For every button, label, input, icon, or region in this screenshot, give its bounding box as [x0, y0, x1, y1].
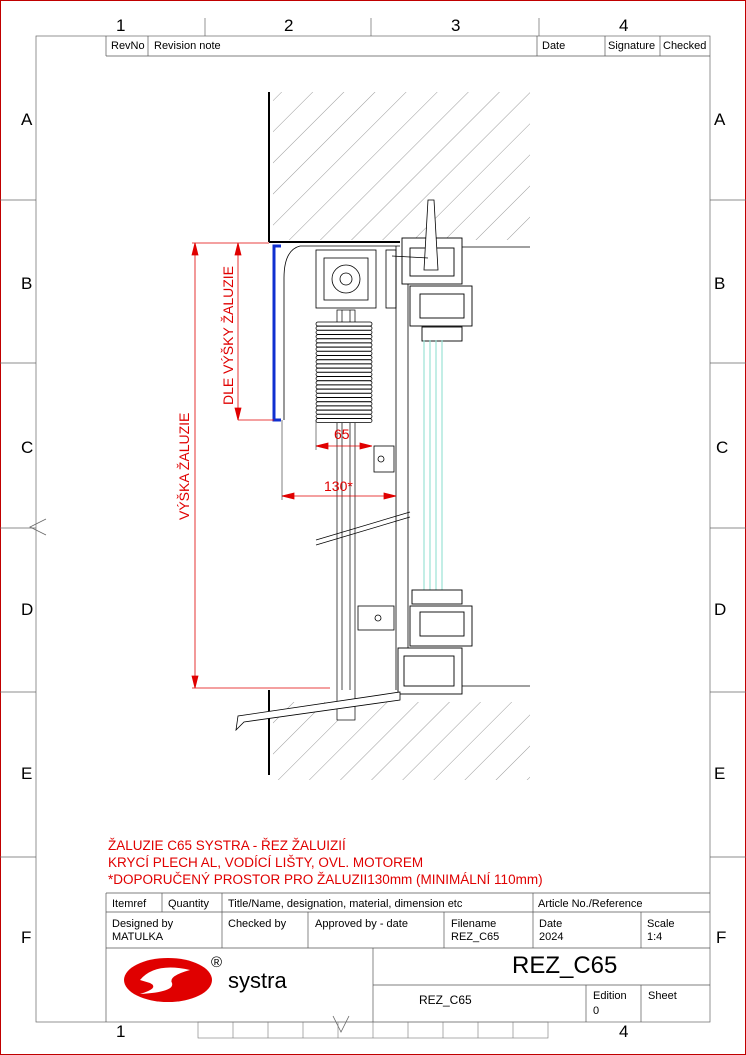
note-line-1: ŽALUZIE C65 SYSTRA - ŘEZ ŽALUIZIÍ	[108, 838, 346, 853]
tb-filename-label: Filename	[451, 918, 497, 930]
rev-signature: Signature	[608, 40, 656, 52]
zone-top-2: 2	[284, 16, 294, 35]
slat	[316, 343, 372, 347]
drawing-title: REZ_C65	[512, 952, 618, 979]
slat	[316, 335, 372, 339]
slat	[316, 410, 372, 414]
slat	[316, 351, 372, 355]
slat	[316, 339, 372, 343]
slat	[316, 402, 372, 406]
zone-right-d: D	[714, 600, 727, 619]
motor-bracket	[316, 250, 396, 308]
logo-registered: ®	[211, 954, 223, 971]
slat	[316, 398, 372, 402]
slat	[316, 414, 372, 418]
slat	[316, 347, 372, 351]
tb-itemref: Itemref	[112, 898, 147, 910]
logo-text: systra	[228, 968, 287, 993]
zone-left-a: A	[21, 110, 33, 129]
slat	[316, 368, 372, 372]
slat	[316, 389, 372, 393]
slat	[316, 377, 372, 381]
cover-sheet	[274, 246, 281, 420]
tb-designed-value: MATULKA	[112, 931, 164, 943]
tb-filename-value: REZ_C65	[451, 931, 500, 943]
tb-scale-value: 1:4	[647, 931, 663, 943]
zone-right-b: B	[714, 274, 726, 293]
bottom-scale	[198, 1022, 548, 1038]
zone-left-d: D	[21, 600, 34, 619]
tb-date-value: 2024	[539, 931, 564, 943]
wall-lower-hatch	[273, 702, 530, 780]
zone-left-c: C	[21, 438, 34, 457]
zone-bottom-1: 1	[116, 1022, 126, 1041]
rev-date: Date	[542, 40, 566, 52]
zone-top-1: 1	[116, 16, 126, 35]
slat	[316, 364, 372, 368]
tb-article-header: Article No./Reference	[538, 898, 643, 910]
slat	[316, 372, 372, 376]
center-marker-bottom	[333, 1016, 349, 1032]
window-profile-bottom	[398, 590, 472, 694]
zone-left-f: F	[21, 928, 32, 947]
rev-note: Revision note	[154, 40, 221, 52]
dim-label-65: 65	[334, 426, 350, 442]
slat	[316, 326, 372, 330]
slat	[316, 330, 372, 334]
drawing-subtitle: REZ_C65	[419, 993, 472, 1007]
slat	[316, 360, 372, 364]
slat	[316, 419, 372, 423]
slat	[316, 356, 372, 360]
note-line-2: KRYCÍ PLECH AL, VODÍCÍ LIŠTY, OVL. MOTOREM	[108, 855, 424, 870]
glass-pane	[424, 340, 442, 590]
zone-left-e: E	[21, 764, 33, 783]
dim-label-total-height: VÝŠKA ŽALUZIE	[176, 412, 192, 520]
title-block-grid	[106, 893, 710, 1022]
note-line-3: *DOPORUČENÝ PROSTOR PRO ŽALUZII130mm (MINIMÁLNÍ 110mm)	[108, 872, 543, 887]
tb-approved-label: Approved by - date	[315, 918, 408, 930]
tb-title-header: Title/Name, designation, material, dimension etc	[228, 898, 463, 910]
rev-revno: RevNo	[111, 40, 145, 52]
tb-edition-label: Edition	[593, 990, 627, 1002]
slat	[316, 406, 372, 410]
zone-right-c: C	[716, 438, 729, 457]
slat	[316, 393, 372, 397]
tb-quantity: Quantity	[168, 898, 209, 910]
dim-label-partial-height: DLE VÝŠKY ŽALUZIE	[220, 265, 236, 405]
dim-label-130: 130*	[324, 478, 353, 494]
zone-left-b: B	[21, 274, 33, 293]
tb-designed-label: Designed by	[112, 918, 174, 930]
guide-rail	[358, 246, 408, 690]
zone-right-f: F	[716, 928, 727, 947]
tb-date-label: Date	[539, 918, 563, 930]
zone-top-3: 3	[451, 16, 461, 35]
rev-checked: Checked	[663, 40, 707, 52]
slat	[316, 322, 372, 326]
extension-lines	[282, 420, 316, 500]
systra-logo	[124, 958, 212, 1002]
zone-right-a: A	[714, 110, 726, 129]
zone-bottom-4: 4	[619, 1022, 629, 1041]
tb-scale-label: Scale	[647, 918, 675, 930]
center-marker-left	[30, 519, 46, 535]
tb-edition-value: 0	[593, 1005, 600, 1017]
zone-top-4: 4	[619, 16, 629, 35]
slat	[316, 381, 372, 385]
zone-right-e: E	[714, 764, 726, 783]
tb-checked-label: Checked by	[228, 918, 287, 930]
slat	[316, 385, 372, 389]
tb-sheet-label: Sheet	[648, 990, 677, 1002]
